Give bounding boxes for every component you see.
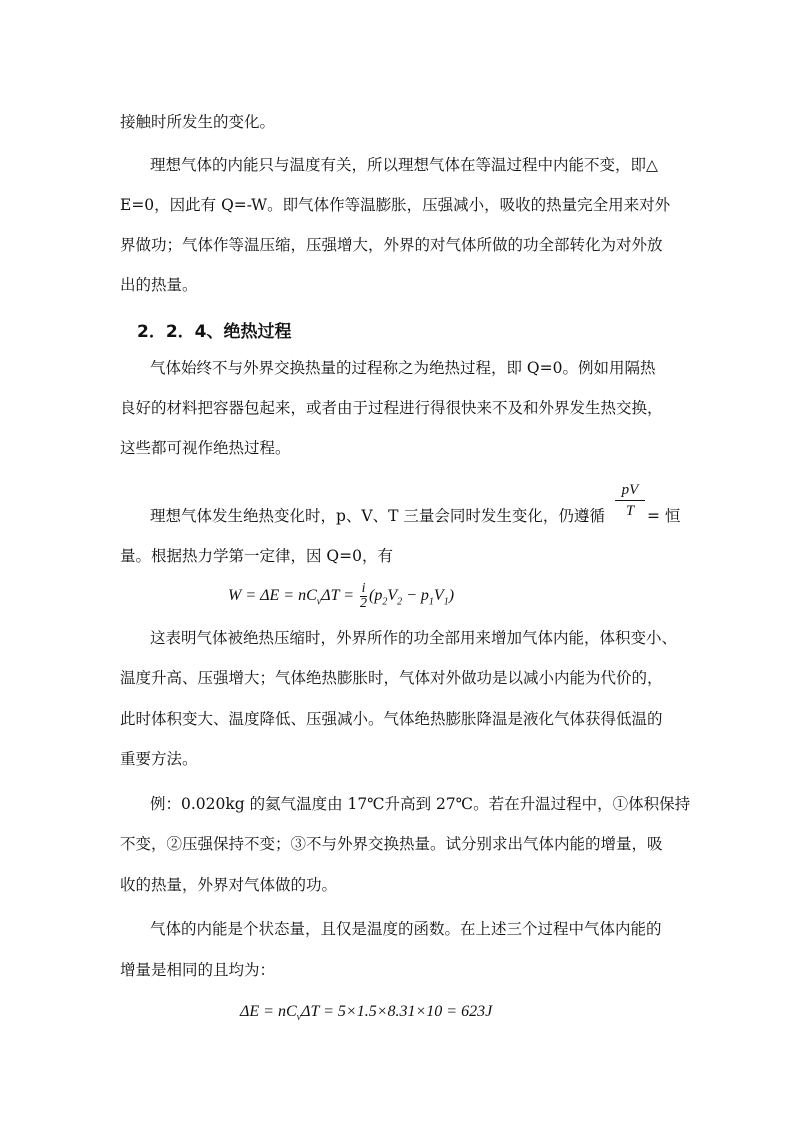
eq2-sub: v [296,1012,302,1024]
fraction-bar [615,500,645,501]
text-line: 良好的材料把容器包起来，或者由于过程进行得很快来不及和外界发生热交换， [120,399,663,417]
eq1-part: V [387,587,398,605]
eq1-frac-den: 2 [360,596,368,611]
eq2-lhs: ΔE = nC [240,1003,297,1020]
fraction-pv-over-t [615,481,645,520]
fraction-numerator: pV [621,482,639,498]
eq1-sub: 1 [428,596,434,608]
text-line: 此时体积变大、温度降低、压强减小。气体绝热膨胀降温是液化气体获得低温的 [120,710,663,728]
text-line: 出的热量。 [120,276,198,294]
eq1-sub: 2 [382,596,388,608]
text-line: 例：0.020kg 的氦气温度由 17℃升高到 27℃。若在升温过程中，①体积保持 [150,795,691,813]
fraction-denominator: T [625,503,635,519]
text-line: E=0，因此有 Q=-W。即气体作等温膨胀，压强减小，吸收的热量完全用来对外 [120,196,671,214]
eq1-lhs: W = ΔE = nC [228,587,317,605]
equation-work-energy [228,582,454,611]
text-line: 增量是相同的且均为： [120,961,276,979]
text-line: 气体始终不与外界交换热量的过程称之为绝热过程，即 Q=0。例如用隔热 [150,359,656,377]
equation-internal-energy [240,1003,492,1023]
text-line: 重要方法。 [120,750,198,768]
eq1-part: (p [369,587,383,605]
text-line: 温度升高、压强增大；气体绝热膨胀时，气体对外做功是以减小内能为代价的， [120,669,663,687]
text-line: 接触时所发生的变化。 [120,113,276,131]
text-line: 量。根据热力学第一定律，因 Q=0，有 [120,547,393,565]
eq2-rhs: ΔT = 5×1.5×8.31×10 = 623J [301,1003,493,1020]
text-line: = 恒 [647,507,681,525]
eq1-part: ) [448,587,455,605]
eq1-sub: 1 [443,596,449,608]
eq1-part: − p [402,587,429,605]
text-line: 气体的内能是个状态量，且仅是温度的函数。在上述三个过程中气体内能的 [150,920,662,938]
text-line: 理想气体的内能只与温度有关，所以理想气体在等温过程中内能不变，即△ [150,156,658,174]
text-line: 理想气体发生绝热变化时，p、V、T 三量会同时发生变化，仍遵循 [150,507,605,525]
eq1-part: V [433,587,444,605]
eq1-sub: v [316,596,322,608]
eq1-frac-num: i [361,581,366,596]
eq1-sub: 2 [397,596,403,608]
section-heading: 2．2．4、绝热过程 [137,322,292,342]
eq1-fraction [360,582,367,611]
eq1-mid: ΔT = [321,587,359,605]
text-line: 收的热量，外界对气体做的功。 [120,876,338,894]
text-line: 界做功；气体作等温压缩，压强增大，外界的对气体所做的功全部转化为对外放 [120,236,663,254]
text-line: 这些都可视作绝热过程。 [120,439,291,457]
text-line: 不变，②压强保持不变；③不与外界交换热量。试分别求出气体内能的增量，吸 [120,835,663,853]
text-line: 这表明气体被绝热压缩时，外界所作的功全部用来增加气体内能，体积变小、 [150,629,678,647]
